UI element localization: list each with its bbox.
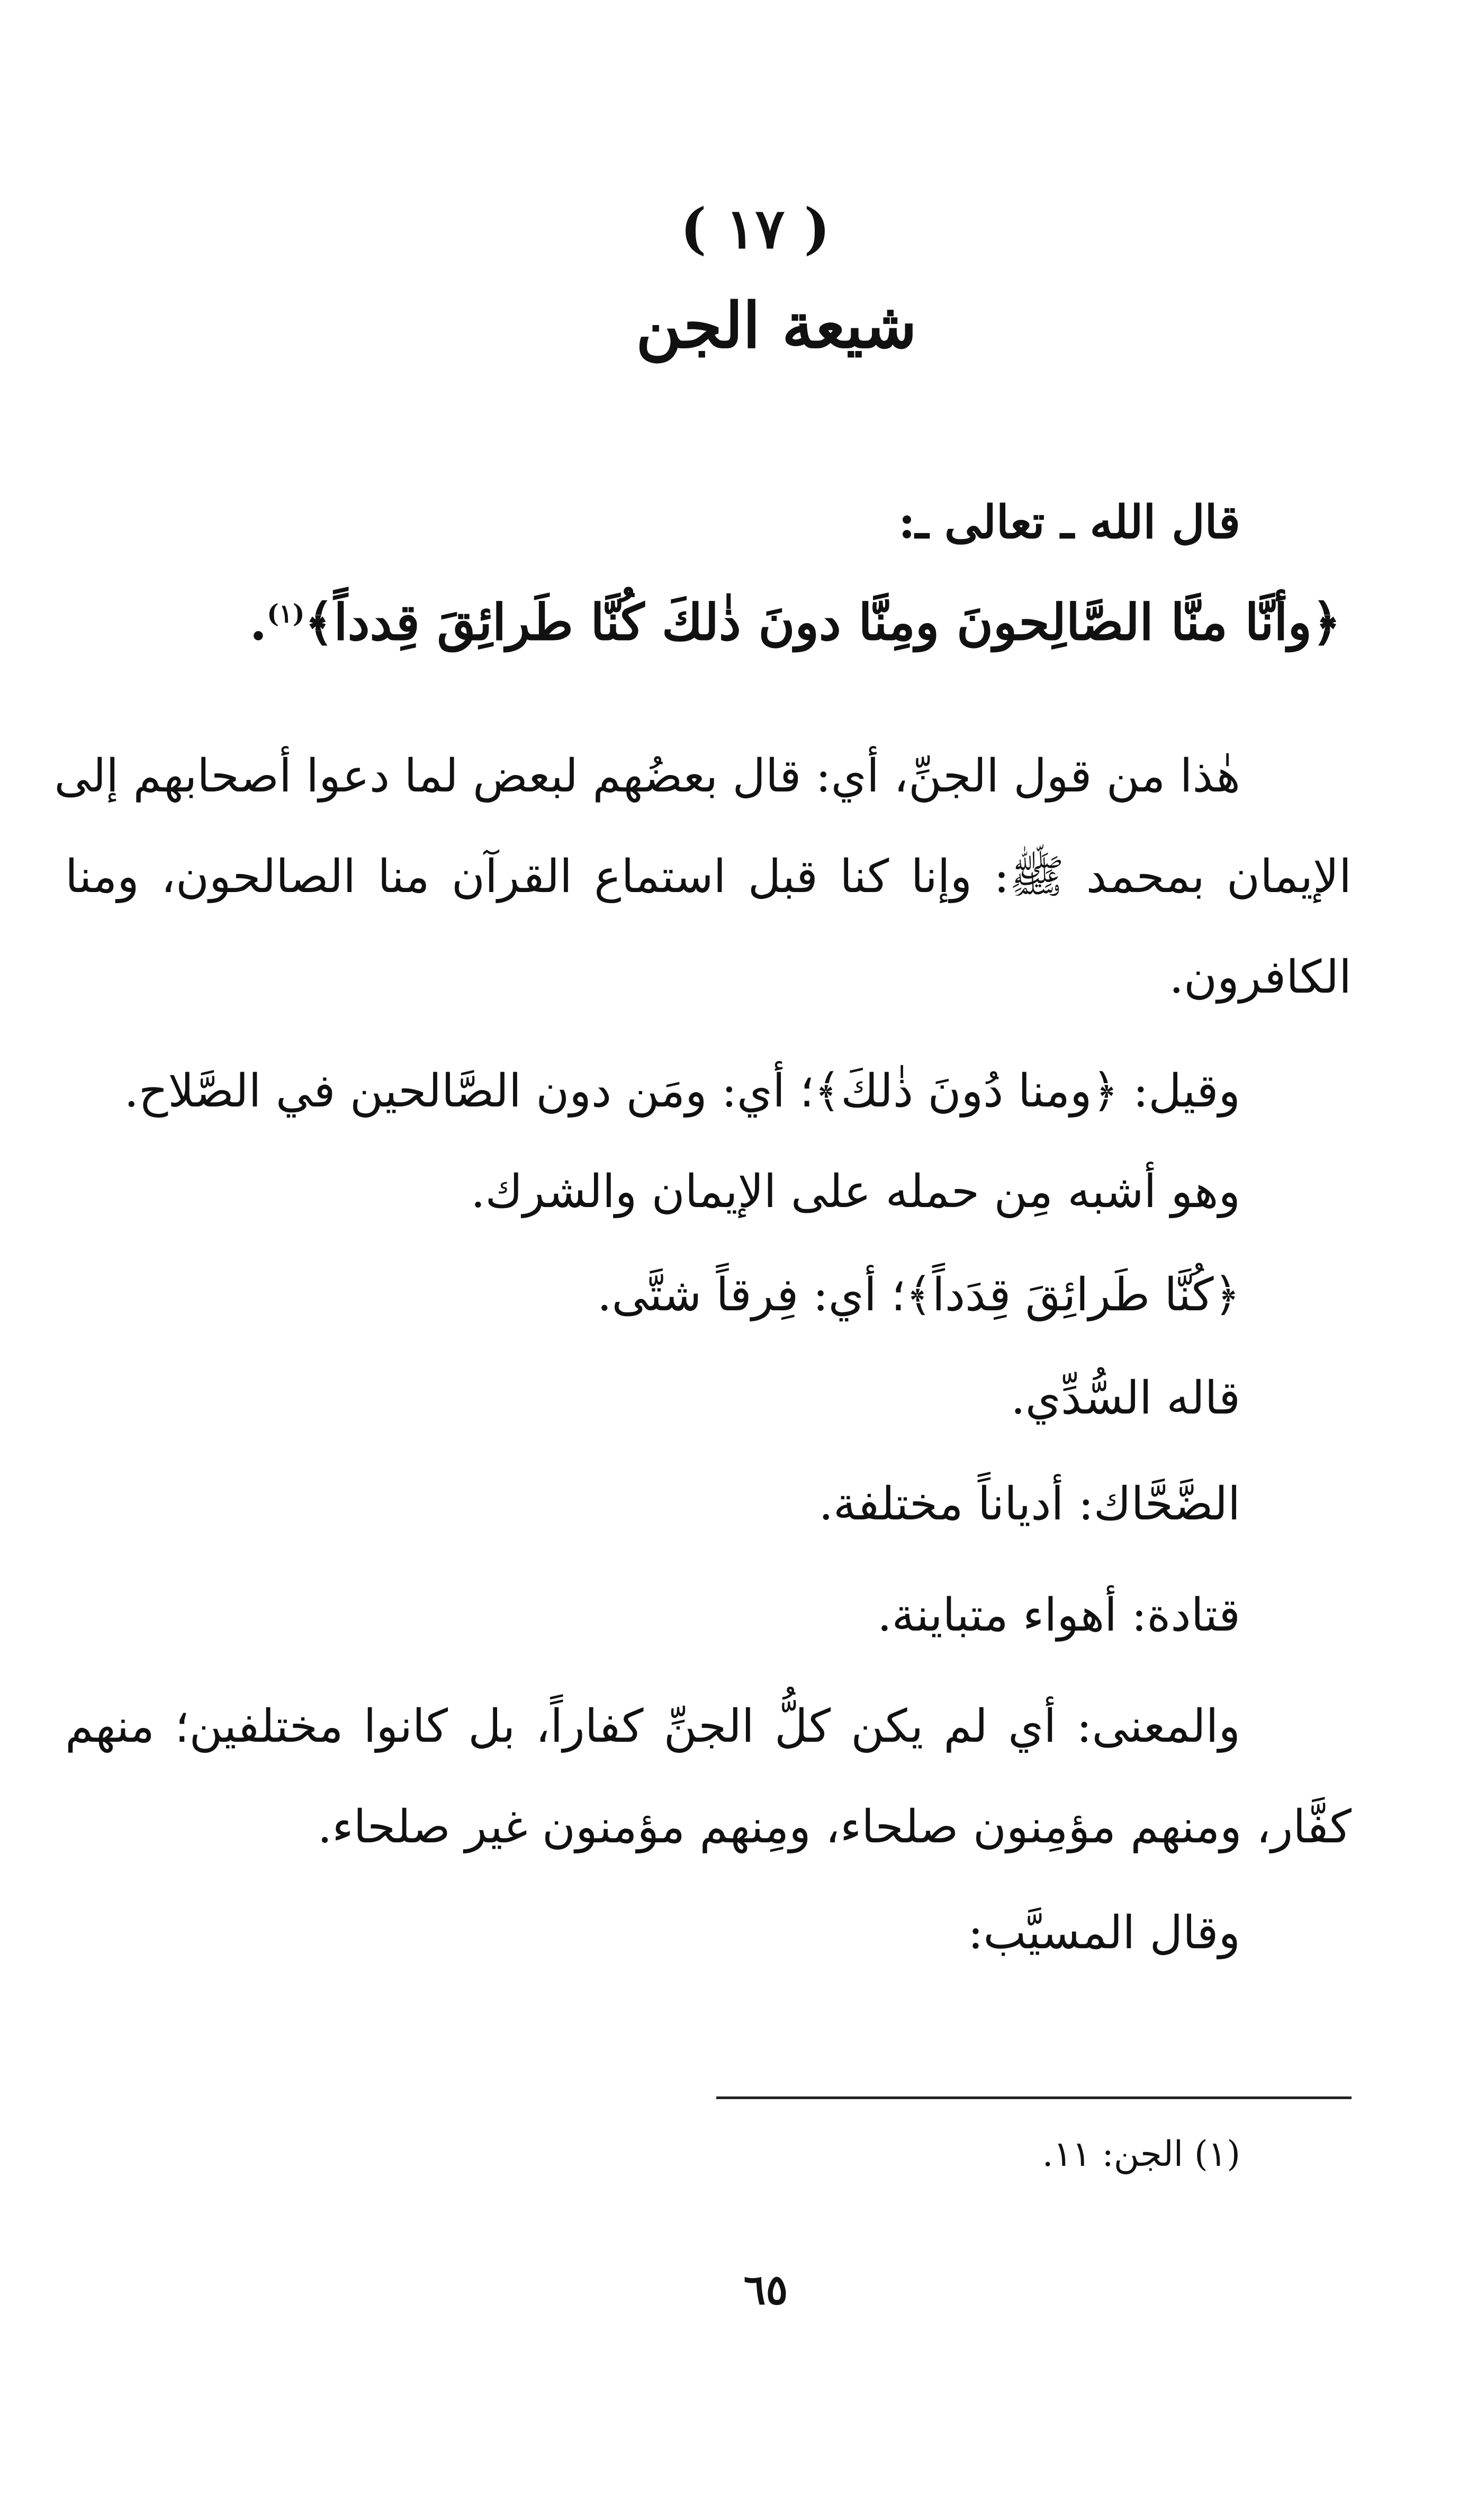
verse-text: ﴿وأنَّا منَّا الصَّالِحونَ ومِنَّا دونَ ذٰلكَ كُنَّا طَرائِقَ قِدداً﴾ <box>304 593 1341 652</box>
footnote: (١) الجن: ١١. <box>1042 2134 1240 2174</box>
intro-line: قال الله ـ تعالى ـ: <box>898 496 1240 549</box>
verse-line <box>249 593 1341 653</box>
chapter-title: شيعة الجن <box>636 289 917 362</box>
paragraph-8-line-2: كفَّار، ومنهم مؤمِنون صلحاء، ومِنهم مؤمنون غير صلحاء. <box>317 1801 1352 1853</box>
paragraph-5: قاله السُّدِّي. <box>1011 1372 1240 1425</box>
paragraph-1-line-3: الكافرون. <box>1169 951 1352 1004</box>
paragraph-3: وهو أشبه مِن حمله على الإيمان والشرك. <box>471 1165 1240 1218</box>
verse-footnote-ref: (١) <box>267 599 305 629</box>
paragraph-1-line-2: الإيمان بمحمد ﷺ: وإنا كنا قبل استماع القرآن منا الصالحون، ومنا <box>65 850 1352 903</box>
verse-period: . <box>249 593 267 652</box>
paragraph-9: وقال المسيَّب: <box>968 1906 1240 1959</box>
paragraph-2: وقيل: ﴿ومنا دُونَ ذٰلكَ﴾؛ أي: ومَن دون الصَّالحين في الصَّلاح. <box>124 1065 1240 1118</box>
page-number: ٦٥ <box>743 2266 788 2314</box>
paragraph-7: قتادة: أهواء متباينة. <box>877 1589 1240 1642</box>
paragraph-8-line-1: والمعنى: أي لم يكن كلُّ الجنِّ كفاراً، بل كانوا مختلفين؛ منهم <box>65 1700 1240 1753</box>
paragraph-6: الضَّحَّاك: أدياناً مختلفة. <box>818 1478 1240 1531</box>
paragraph-1-line-1: هٰذا من قول الجنِّ، أي: قال بعضُهم لبعض لما دعوا أصحابهم إلى <box>54 750 1240 803</box>
footnote-divider <box>716 2096 1352 2099</box>
paragraph-4: ﴿كُنَّا طَرائِقَ قِدَداً﴾؛ أي: فِرقاً شتَّى. <box>597 1268 1240 1321</box>
chapter-number: ( ١٧ ) <box>680 196 830 261</box>
